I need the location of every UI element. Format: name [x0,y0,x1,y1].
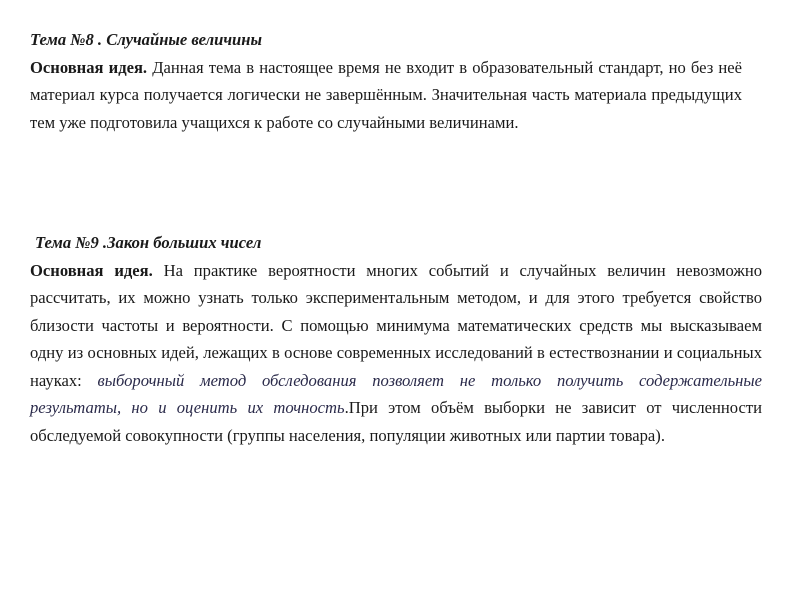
section-topic-8 [30,26,742,136]
section-topic-9 [30,229,762,449]
topic-8-text: Данная тема в настоящее время не входит в образовательный стандарт, но без неё материал курса получается логически не завершённым. Значительная часть материала предыдущих тем уже подготовила учащихся к работе со случайными величинами. [30,57,743,132]
topic-9-text-after: .При этом объём выборки не зависит от численности обследуемой совокупности (группы населения, популяции животных или партии товара). [30,398,762,445]
topic-8-paragraph [30,54,742,137]
topic-9-title: Тема №9 .Закон больших чисел [35,233,262,252]
topic-9-emphasis: выборочный метод обследования позволяет не только получить содержательные результаты, но и оценить их точность [30,370,762,417]
topic-9-paragraph [30,257,762,450]
topic-9-lead: Основная идея. [30,260,153,280]
topic-9-text-before: На практике вероятности многих событий и случайных величин невозможно рассчитать, их можно узнать только экспериментальным методом, и для этого требуется свойство близости частоты и вероятности. С помощью минимума математических средств мы высказываем одну из основных идей, лежащих в основе современных исследований в естествознании и социальных науках: [30,260,762,390]
topic-8-title: Тема №8 . Случайные величины [30,30,263,49]
topic-8-lead: Основная идея. [30,57,148,77]
